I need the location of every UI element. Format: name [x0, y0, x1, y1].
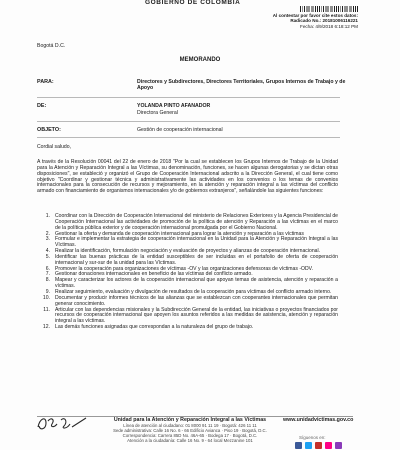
para-label: PARA:: [37, 79, 54, 85]
objeto-label: OBJETO:: [37, 127, 61, 133]
footer-line: Correspondencia: Carrera 85D No. 46A-65 · Bodega 17 · Bogotá, D.C.: [122, 433, 258, 439]
list-item: 5. Identificar las buenas prácticas de la entidad susceptibles de ser incluidas en el portafolio de oferta de cooperación internacional y sur-sur de la unidad para las Víctimas.: [45, 253, 338, 266]
list-item: 7. Gestionar donaciones internacionales en beneficio de las víctimas del conflicto armado.: [45, 271, 253, 278]
list-item: 10. Documentar y producir informes técnicos de las alianzas que se establezcan con cooperantes internacionales que permitan generar conocimiento.: [42, 294, 338, 307]
social-icons: [295, 442, 342, 449]
list-item: 11. Articular con las dependencias misionales y la Subdirección General de la entidad, las iniciativas o proyectos financiados por recursos de cooperación internacional que apoyen los asuntos referidos a las medidas de asistencia, atención y reparación integral a las víctimas.: [43, 306, 338, 325]
functions-list: [37, 214, 338, 331]
barcode-icon: [300, 6, 358, 12]
radicado-number: Radicado No.: 20181006116221: [290, 18, 358, 24]
list-item: 2. Gestionar la oferta y demanda de cooperación internacional para lograr la atención y reparación a las víctimas: [45, 230, 304, 237]
radicado-block: [208, 6, 358, 29]
signature-initials: [34, 412, 90, 434]
social-label: Síguenos en:: [299, 435, 326, 440]
memo-title: MEMORANDO: [179, 57, 221, 63]
radicado-date: Fecha: 4/9/2018 6:18:12 PM: [300, 23, 358, 29]
objeto-value: Gestión de cooperación internacional: [137, 127, 223, 133]
list-item: 9. Realizar seguimiento, evaluación y divulgación de resultados de la cooperación para víctimas del conflicto armado interno.: [45, 288, 332, 295]
intro-paragraph: A través de la Resolución 00041 del 22 de enero de 2018 "Por la cual se establecen los Grupos Internos de Trabajo de la Unidad para la Atención y Reparación Integral a las Víctimas, su denominación, funciones, se hacen algunas derogatorias y se dictan otras disposiciones", se estableció y organizó el Grupo de Cooperación Internacional adscrito a la Dirección General, el cual tiene como objetivo "Coordinar y gestionar técnica y administrativamente las actividades en los convenios o los temas de convenios internacionales para la consecución de recursos y mejoramiento, en la atención y reparación integral a las víctimas del conflicto armado con financiamiento de organismos internacionales y/o de gobiernos extranjeros", señalándole las siguientes funciones:: [37, 159, 338, 195]
flickr-icon[interactable]: [325, 442, 332, 449]
de-role: Directora General: [137, 110, 178, 116]
website-link[interactable]: www.unidadvictimas.gov.co: [283, 417, 354, 423]
facebook-icon[interactable]: [295, 442, 302, 449]
top-header-strip: [0, 0, 400, 5]
footer-line: Atención a la ciudadanía: Calle 16 No. 9 - 64 local Mezzanine 101: [127, 438, 253, 444]
footer-line: Línea de atención al ciudadano: 01 8000 91 11 19 · Bogotá: 426 11 11: [123, 423, 257, 428]
greeting: Cordial saludo,: [37, 144, 71, 150]
divider: [37, 121, 340, 122]
footer-line: Sede administrativa: Calle 16 No. 6 - 66 Edificio Avianca · Piso 19 · Bogotá, D.C.: [113, 428, 267, 434]
gov-label: GOBIERNO DE COLOMBIA: [145, 0, 241, 6]
footer-entity-name: Unidad para la Atención y Reparación Integral a las Víctimas: [113, 417, 267, 423]
place-label: Bogotá D.C.: [37, 43, 66, 49]
footer-entity-block: [105, 417, 275, 443]
list-item: 4. Realizar la identificación, formulación negociación y evaluación de proyectos y alianzas de cooperación internacional.: [45, 248, 321, 255]
radicado-note: Al contestar por favor cite estos datos:: [272, 13, 358, 18]
list-item: 8. Mapear y caracterizar los actores de la cooperación internacional que apoyan temas de asistencia, atención y reparación a víctimas.: [45, 277, 338, 290]
youtube-icon[interactable]: [315, 442, 322, 449]
list-item: 1. Coordinar con la Dirección de Cooperación Internacional del ministerio de Relaciones Exteriores y la Agencia Presidencial de Cooperación Internacional las actividades de promoción de la política de atención y Reparación a las víctimas en el marco de la política pública exterior y de cooperación internacional promulgada por el Gobierno Nacional.: [45, 213, 338, 231]
list-item: 3. Formular e implementar la estrategia de cooperación internacional en la Unidad para la Atención y Reparación Integral a las Víctimas.: [45, 236, 338, 249]
de-label: DE:: [37, 103, 47, 109]
instagram-icon[interactable]: [335, 442, 342, 449]
divider: [37, 137, 340, 138]
list-item: 6. Promover la cooperación para organizaciones de víctimas -OV y las organizaciones defensoras de víctimas -ODV.: [45, 265, 314, 272]
twitter-icon[interactable]: [305, 442, 312, 449]
divider: [37, 97, 340, 98]
list-item: 12. Las demás funciones asignadas que correspondan a la naturaleza del grupo de trabajo.: [42, 324, 254, 331]
para-value: Directores y Subdirectores, Directores Territoriales, Grupos Internos de Trabajo y de Apoyo: [137, 79, 346, 91]
de-value: YOLANDA PINTO AFANADOR: [137, 103, 211, 109]
